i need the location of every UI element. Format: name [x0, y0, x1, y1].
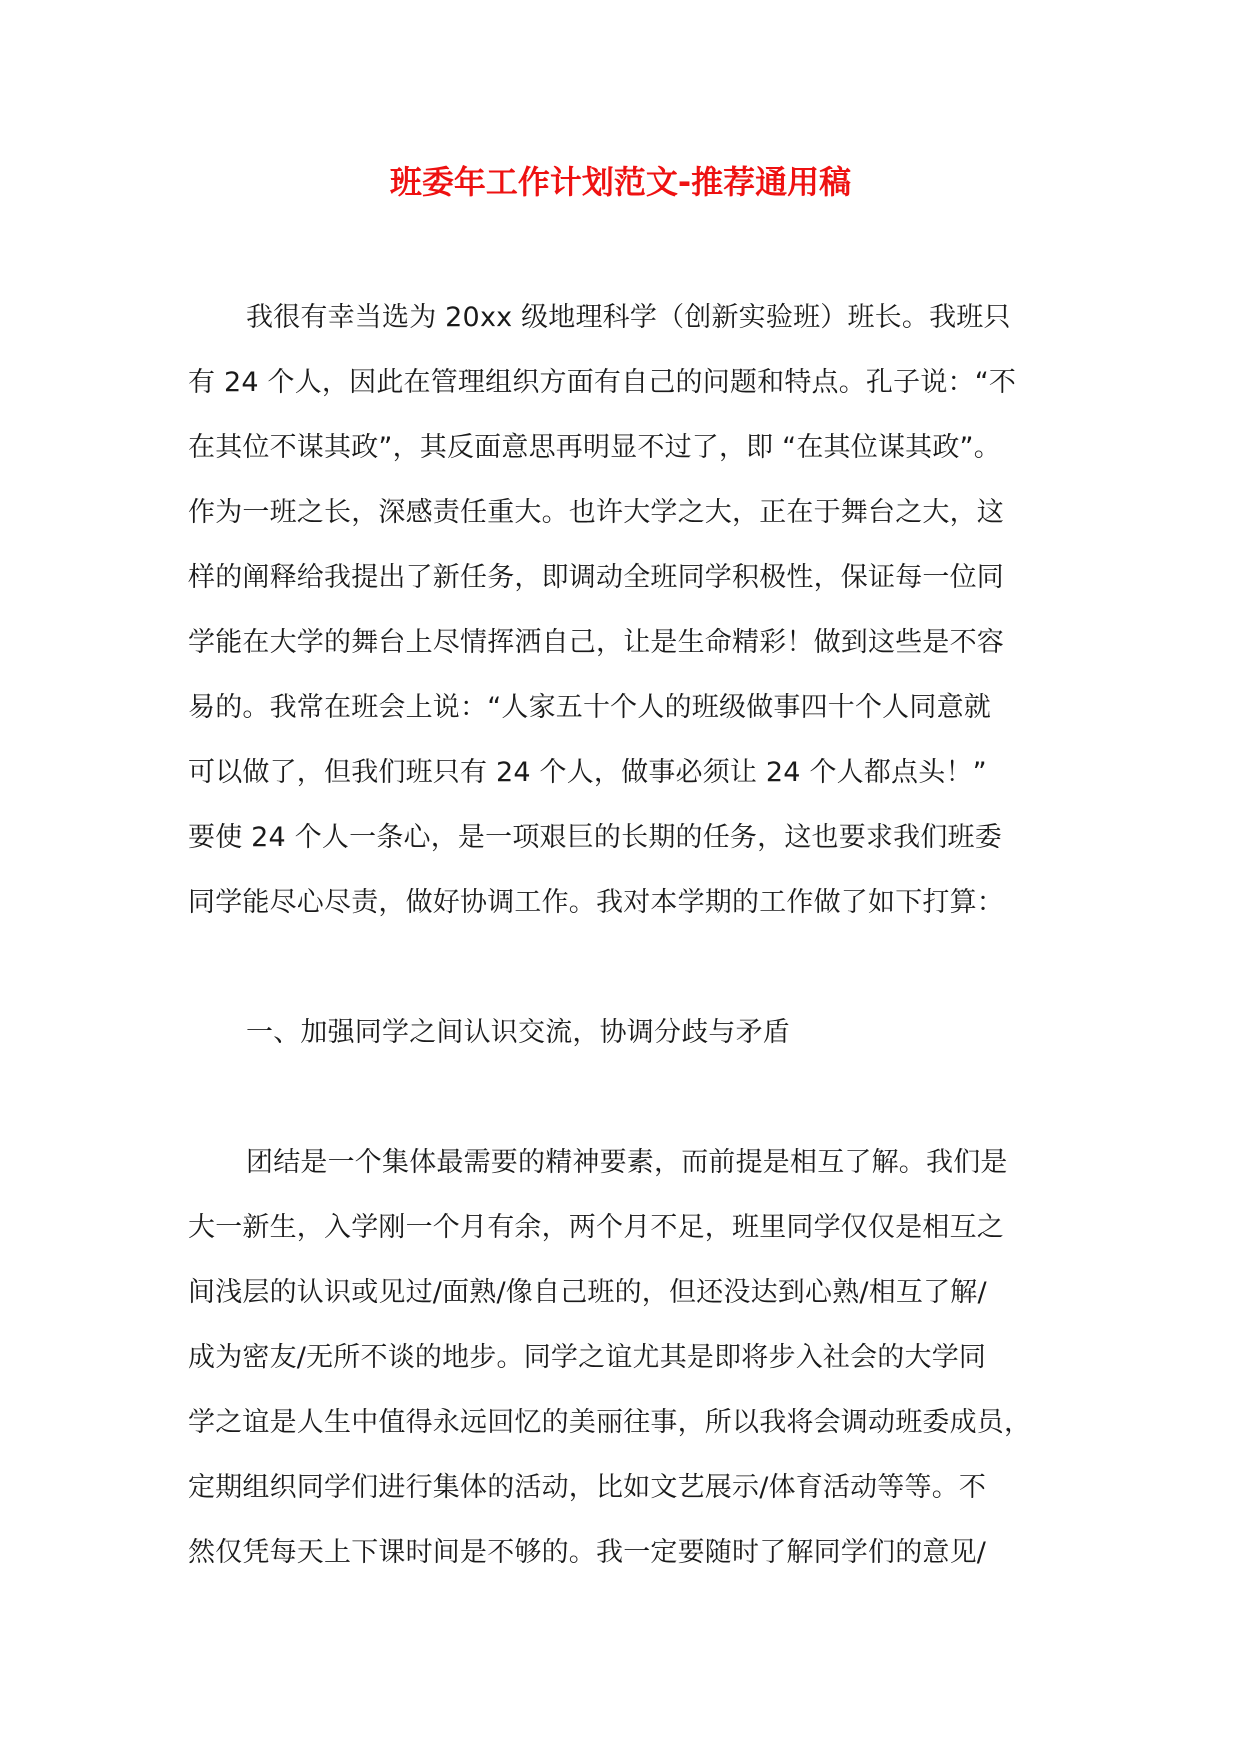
paragraph-line: 样的阐释给我提出了新任务，即调动全班同学积极性，保证每一位同 — [188, 562, 1004, 593]
paragraph-line: 大一新生，入学刚一个月有余，两个月不足，班里同学仅仅是相互之 — [188, 1212, 1004, 1243]
paragraph-line: 同学能尽心尽责，做好协调工作。我对本学期的工作做了如下打算： — [188, 887, 1004, 918]
paragraph-line: 可以做了，但我们班只有 24 个人，做事必须让 24 个人都点头！” — [188, 757, 987, 788]
paragraph-line: 学能在大学的舞台上尽情挥洒自己，让是生命精彩！做到这些是不容 — [188, 627, 1004, 658]
paragraph-line: 成为密友/无所不谈的地步。同学之谊尤其是即将步入社会的大学同 — [188, 1342, 987, 1373]
paragraph-line: 定期组织同学们进行集体的活动，比如文艺展示/体育活动等等。不 — [188, 1472, 987, 1503]
paragraph-intro — [188, 285, 1088, 935]
paragraph-line: 我很有幸当选为 20xx 级地理科学（创新实验班）班长。我班只 — [246, 302, 1011, 333]
paragraph-line: 要使 24 个人一条心，是一项艰巨的长期的任务，这也要求我们班委 — [188, 822, 1002, 853]
paragraph-line: 易的。我常在班会上说：“人家五十个人的班级做事四十个人同意就 — [188, 692, 991, 723]
paragraph-line: 间浅层的认识或见过/面熟/像自己班的，但还没达到心熟/相互了解/ — [188, 1277, 987, 1308]
paragraph-line: 团结是一个集体最需要的精神要素，而前提是相互了解。我们是 — [246, 1147, 1008, 1178]
paragraph-line: 在其位不谋其政”，其反面意思再明显不过了，即 “在其位谋其政”。 — [188, 432, 1001, 463]
section-heading — [188, 1000, 1088, 1065]
paragraph-line: 有 24 个人，因此在管理组织方面有自己的问题和特点。孔子说：“不 — [188, 367, 1017, 398]
paragraph-line: 然仅凭每天上下课时间是不够的。我一定要随时了解同学们的意见/ — [188, 1537, 987, 1568]
paragraph-line: 学之谊是人生中值得永远回忆的美丽往事，所以我将会调动班委成员， — [188, 1407, 1032, 1438]
paragraph-section-one — [188, 1130, 1088, 1585]
document-title: 班委年工作计划范文-推荐通用稿 — [389, 163, 852, 201]
paragraph-line: 作为一班之长，深感责任重大。也许大学之大，正在于舞台之大，这 — [188, 497, 1004, 528]
section-heading-text: 一、加强同学之间认识交流，协调分歧与矛盾 — [246, 1017, 790, 1048]
